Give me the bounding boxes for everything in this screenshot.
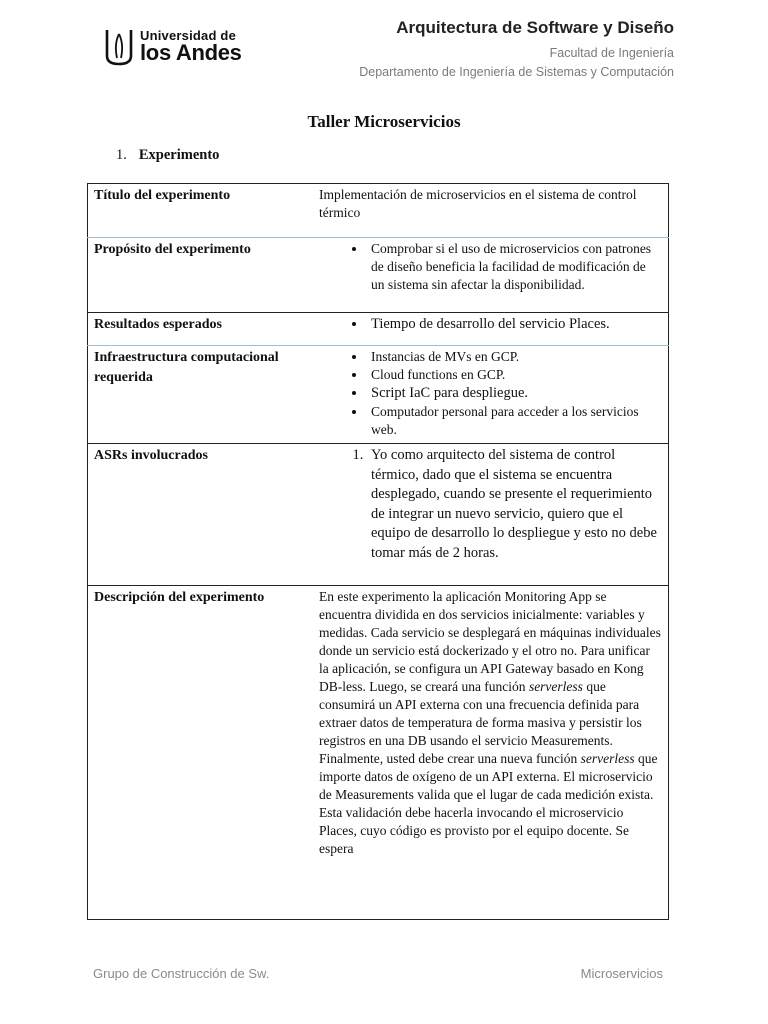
faculty-name: Facultad de Ingeniería bbox=[549, 46, 674, 60]
resultados-value bbox=[313, 313, 669, 346]
table-row bbox=[88, 238, 669, 313]
list-item: • Computador personal para acceder a los servicios web. bbox=[367, 403, 662, 439]
serverless-term: serverless bbox=[528, 679, 583, 694]
resultados-label: Resultados esperados bbox=[88, 313, 314, 346]
list-item: • Instancias de MVs en GCP. bbox=[367, 348, 662, 366]
footer-left: Grupo de Construcción de Sw. bbox=[93, 966, 270, 981]
titulo-label: Título del experimento bbox=[94, 188, 231, 203]
section-heading bbox=[116, 147, 219, 164]
document-title: Taller Microservicios bbox=[307, 112, 461, 131]
table-row bbox=[88, 184, 669, 238]
titulo-value: Implementación de microservicios en el sistema de control térmico bbox=[319, 187, 637, 220]
asr-value bbox=[313, 444, 669, 586]
footer-right: Microservicios bbox=[580, 966, 663, 981]
table-row bbox=[88, 444, 669, 586]
table-row bbox=[88, 346, 669, 444]
logo-line1: Universidad de bbox=[140, 27, 236, 43]
list-item: • Tiempo de desarrollo del servicio Places. bbox=[367, 315, 662, 335]
department-name: Departamento de Ingeniería de Sistemas y Computación bbox=[359, 65, 674, 79]
table-row bbox=[88, 313, 669, 346]
list-item: • Cloud functions en GCP. bbox=[367, 366, 662, 384]
descripcion-label: Descripción del experimento bbox=[88, 586, 314, 920]
proposito-value bbox=[313, 238, 669, 313]
descripcion-text-2: que consumirá un API externa con una frecuencia definida para extraer datos de temperatura de forma masiva y persistir los registros en una DB usando el servicio Measurements. Finalmente, usted debe crear una nueva función bbox=[319, 679, 642, 766]
page-header bbox=[359, 18, 674, 82]
table-row bbox=[88, 586, 669, 920]
course-title: Arquitectura de Software y Diseño bbox=[396, 18, 674, 37]
list-item: 1. Yo como arquitecto del sistema de control térmico, dado que el sistema se encuentra desplegado, cuando se presente el requerimiento de integrar un nuevo servicio, quiero que el equipo de desarrollo lo despliegue y esto no debe tomar más de 2 horas. bbox=[367, 446, 662, 564]
andes-logo-icon bbox=[104, 26, 134, 66]
list-item: • Comprobar si el uso de microservicios con patrones de diseño beneficia la facilidad de modificación de un sistema sin afectar la disponibilidad. bbox=[367, 240, 662, 294]
list-item: • Script IaC para despliegue. bbox=[367, 384, 662, 403]
infra-value bbox=[313, 346, 669, 444]
proposito-label: Propósito del experimento bbox=[88, 238, 314, 313]
section-number: 1. bbox=[116, 147, 127, 163]
logo-line2: los Andes bbox=[140, 39, 242, 65]
serverless-term: serverless bbox=[580, 751, 635, 766]
infra-label: Infraestructura computacional requerida bbox=[88, 346, 314, 444]
experiment-table bbox=[87, 183, 669, 920]
university-logo bbox=[104, 26, 242, 66]
descripcion-text-3: que importe datos de oxígeno de un API externa. El microservicio de Measurements valida que el lugar de cada medición exista. Esta validación debe hacerla invocando el microservicio Places, cuyo código es provisto por el equipo docente. Se espera bbox=[319, 751, 658, 856]
descripcion-text-1: En este experimento la aplicación Monitoring App se encuentra dividida en dos servicios inicialmente: variables y medidas. Cada servicio se desplegará en máquinas individuales donde un servicio está dockerizado y el otro no. Para unificar la aplicación, se configura un API Gateway basado en Kong DB-less. Luego, se creará una función bbox=[319, 589, 661, 694]
descripcion-value bbox=[313, 586, 669, 920]
section-title: Experimento bbox=[138, 147, 220, 163]
asr-label: ASRs involucrados bbox=[88, 444, 314, 586]
